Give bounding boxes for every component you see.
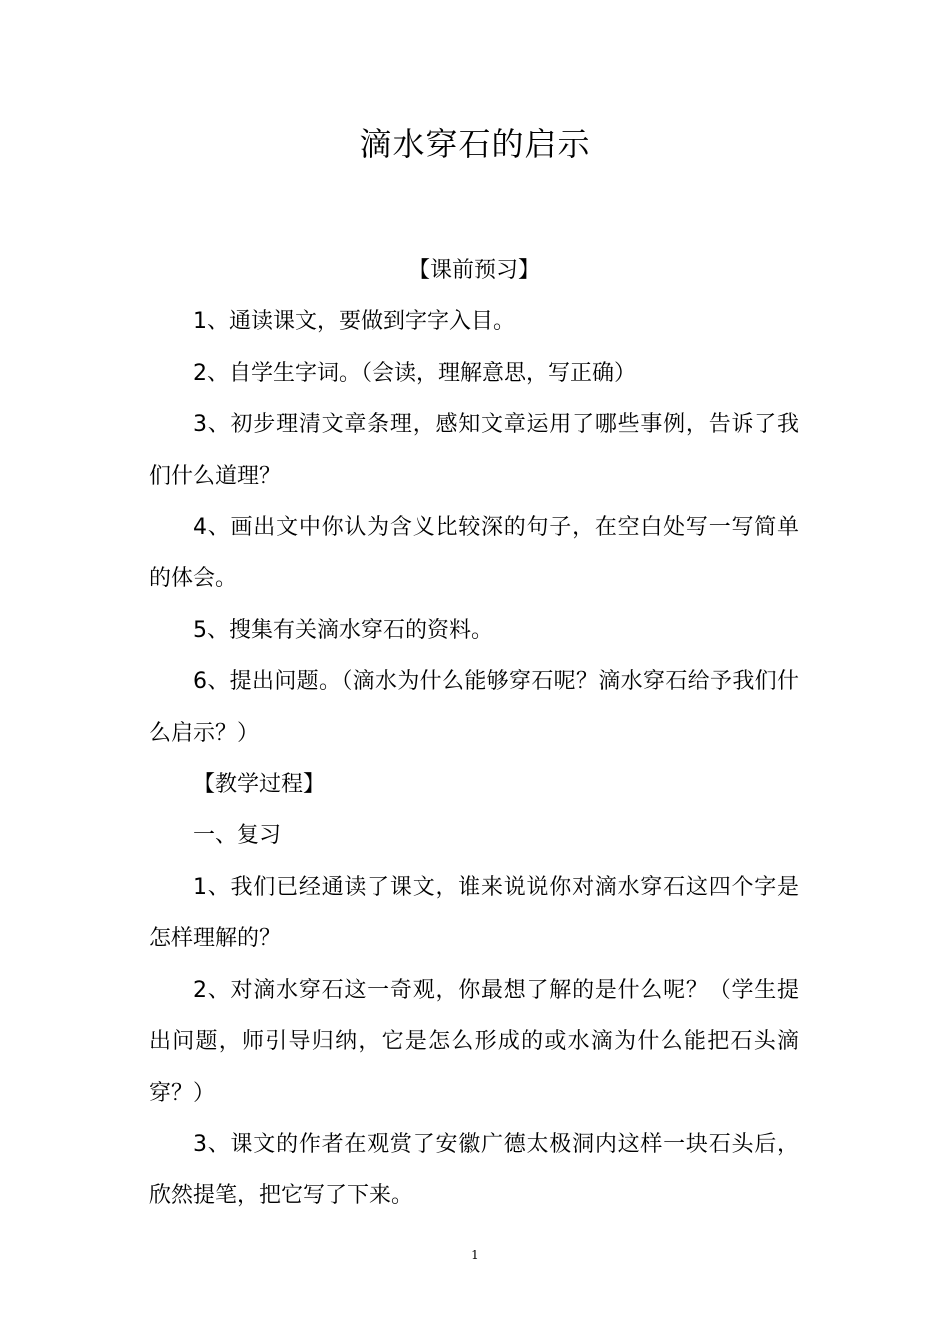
review-item-2: 2、对滴水穿石这一奇观，你最想了解的是什么呢？（学生提出问题，师引导归纳，它是怎么形成的或水滴为什么能把石头滴穿？） [149, 977, 799, 1106]
preview-item-3: 3、初步理清文章条理，感知文章运用了哪些事例，告诉了我们什么道理？ [149, 412, 799, 489]
preview-item-6: 6、提出问题。（滴水为什么能够穿石呢？滴水穿石给予我们什么启示？） [149, 669, 799, 746]
document-body [149, 245, 799, 1222]
document-title: 滴水穿石的启示 [359, 125, 591, 163]
review-item-3: 3、课文的作者在观赏了安徽广德太极洞内这样一块石头后，欣然提笔，把它写了下来。 [149, 1131, 799, 1209]
section-heading-teaching: 【教学过程】 [193, 772, 326, 798]
page-number: 1 [471, 1248, 479, 1262]
preview-item-5: 5、搜集有关滴水穿石的资料。 [193, 617, 493, 643]
section-heading-preview: 【课前预习】 [407, 258, 540, 283]
preview-item-4: 4、画出文中你认为含义比较深的句子，在空白处写一写简单的体会。 [149, 515, 799, 592]
preview-item-2: 2、自学生字词。（会读，理解意思，写正确） [193, 360, 636, 386]
preview-item-1: 1、通读课文，要做到字字入目。 [193, 309, 515, 335]
subsection-review: 一、复习 [193, 823, 282, 849]
review-item-1: 1、我们已经通读了课文，谁来说说你对滴水穿石这四个字是怎样理解的？ [149, 874, 799, 952]
